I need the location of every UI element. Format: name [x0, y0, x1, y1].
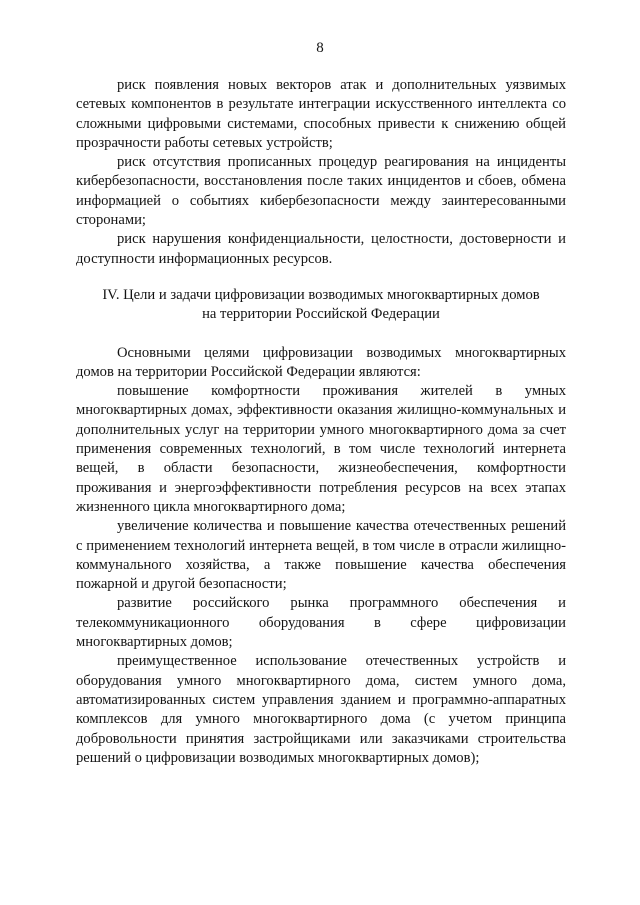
paragraph-risk-confidentiality: риск нарушения конфиденциальности, целостности, достоверности и доступности информационных ресурсов.: [76, 231, 566, 267]
paragraph-goal-domestic-solutions: увеличение количества и повышение качества отечественных решений с применением технологий интернета вещей, в том числе в отрасли жилищно-коммунального хозяйства, а также повышение качества обеспечения пожарной и другой безопасности;: [76, 518, 566, 593]
section-heading: [76, 286, 566, 325]
section-heading-line-2: на территории Российской Федерации: [202, 306, 440, 323]
paragraph-risk-no-incident-procedures: риск отсутствия прописанных процедур реагирования на инциденты кибербезопасности, восстановления после таких инцидентов и сбоев, обмена информацией о событиях кибербезопасности между заинтересованными сторонами;: [76, 154, 566, 229]
paragraph-goal-domestic-devices: преимущественное использование отечественных устройств и оборудования умного многоквартирного дома, систем умного дома, автоматизированных систем управления зданием и программно-аппаратных комплексов для умного многоквартирного дома (с учетом принципа добровольности принятия застройщиками или заказчиками строительства решений о цифровизации возводимых многоквартирных домов);: [76, 653, 566, 766]
paragraph-goal-software-market: развитие российского рынка программного обеспечения и телекоммуникационного оборудования в сфере цифровизации многоквартирных домов;: [76, 595, 566, 651]
section-heading-line-1: IV. Цели и задачи цифровизации возводимых многоквартирных домов: [102, 286, 540, 303]
document-body: [76, 76, 566, 768]
paragraph-goal-comfort: повышение комфортности проживания жителей в умных многоквартирных домах, эффективности оказания жилищно-коммунальных и дополнительных услуг на территории умного многоквартирного дома за счет применения современных технологий, в том числе технологий интернета вещей, в области безопасности, жизнеобеспечения, комфортности проживания и энергоэффективности потребления ресурсов на всех этапах жизненного цикла многоквартирного дома;: [76, 383, 566, 515]
paragraph-main-goals-intro: Основными целями цифровизации возводимых многоквартирных домов на территории Российской Федерации являются:: [76, 344, 566, 380]
paragraph-risk-new-attack-vectors: риск появления новых векторов атак и дополнительных уязвимых сетевых компонентов в результате интеграции искусственного интеллекта со сложными цифровыми системами, способных привести к снижению общей прозрачности работы сетевых устройств;: [76, 77, 566, 151]
page-number: 8: [316, 40, 324, 56]
